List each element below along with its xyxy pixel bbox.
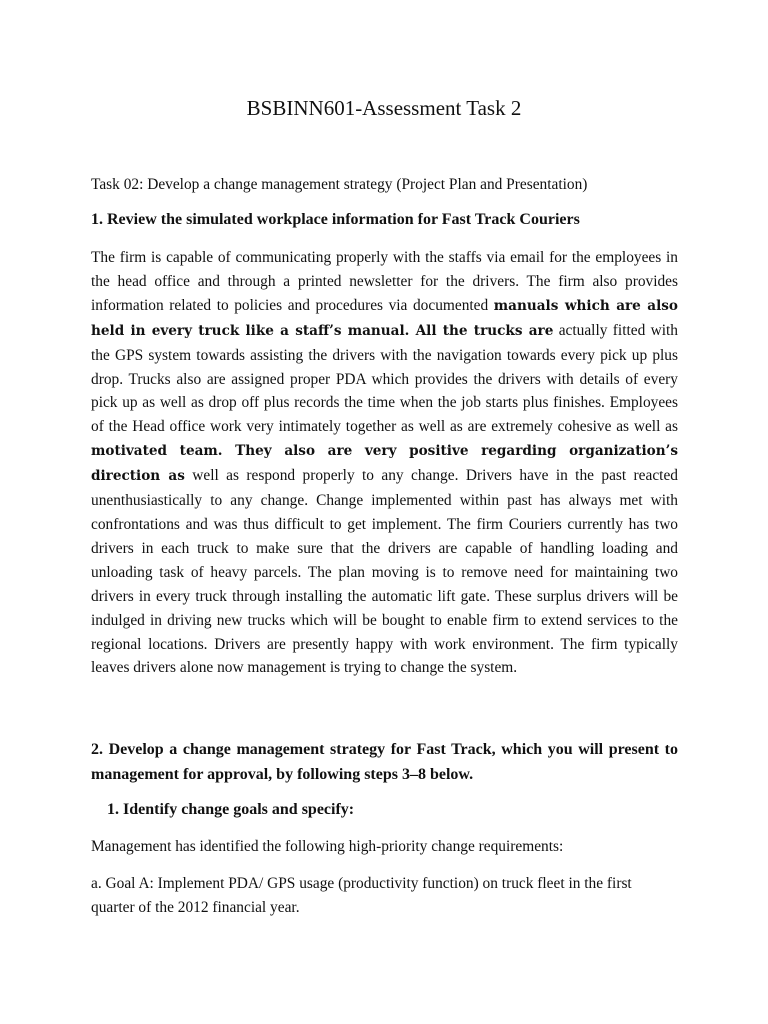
paragraph-text: The firm is capable of communicating properly with the staffs via email for the employees in the head office and through a printed newsletter for the drivers. The firm also provides information related to policies and procedures via documented	[91, 249, 678, 314]
section-heading-1: 1. Review the simulated workplace information for Fast Track Couriers	[91, 211, 580, 228]
workplace-info-paragraph	[91, 246, 678, 680]
document-title: BSBINN601-Assessment Task 2	[246, 96, 522, 120]
paragraph-bold-text: manuals which are also held in every truck like a staff’s manual. All the trucks are	[91, 297, 678, 339]
paragraph-bold-text: motivated team. They also are very positive regarding organization’s direction as	[91, 443, 678, 485]
section-heading-2: 2. Develop a change management strategy for Fast Track, which you will present to management for approval, by following steps 3–8 below.	[91, 741, 678, 783]
requirements-intro: Management has identified the following high-priority change requirements:	[91, 838, 564, 855]
paragraph-text: actually fitted with the GPS system towards assisting the drivers with the navigation towards every pick up plus drop. Trucks also are assigned proper PDA which provides the drivers with details of every pick up as well as drop off plus records the time when the job starts plus finishes. Employees of the Head office work very intimately together as well as are extremely cohesive as well as	[91, 321, 678, 436]
paragraph-text: well as respond properly to any change. Drivers have in the past reacted unenthusiastically to any change. Change implemented within past has always met with confrontations and was thus difficult to get implement. The firm Couriers currently has two drivers in each truck to make sure that the drivers are capable of handling loading and unloading task of heavy parcels. The plan moving is to remove need for maintaining two drivers in every truck through installing the automatic lift gate. These surplus drivers will be indulged in driving new trucks which will be bought to enable firm to extend services to the regional locations. Drivers are presently happy with work environment. The firm typically leaves drivers alone now management is trying to change the system.	[91, 467, 678, 677]
goal-a-text: a. Goal A: Implement PDA/ GPS usage (productivity function) on truck fleet in the first quarter of the 2012 financial year.	[91, 875, 632, 916]
task-line: Task 02: Develop a change management strategy (Project Plan and Presentation)	[91, 176, 588, 193]
subsection-heading: 1. Identify change goals and specify:	[107, 801, 355, 818]
